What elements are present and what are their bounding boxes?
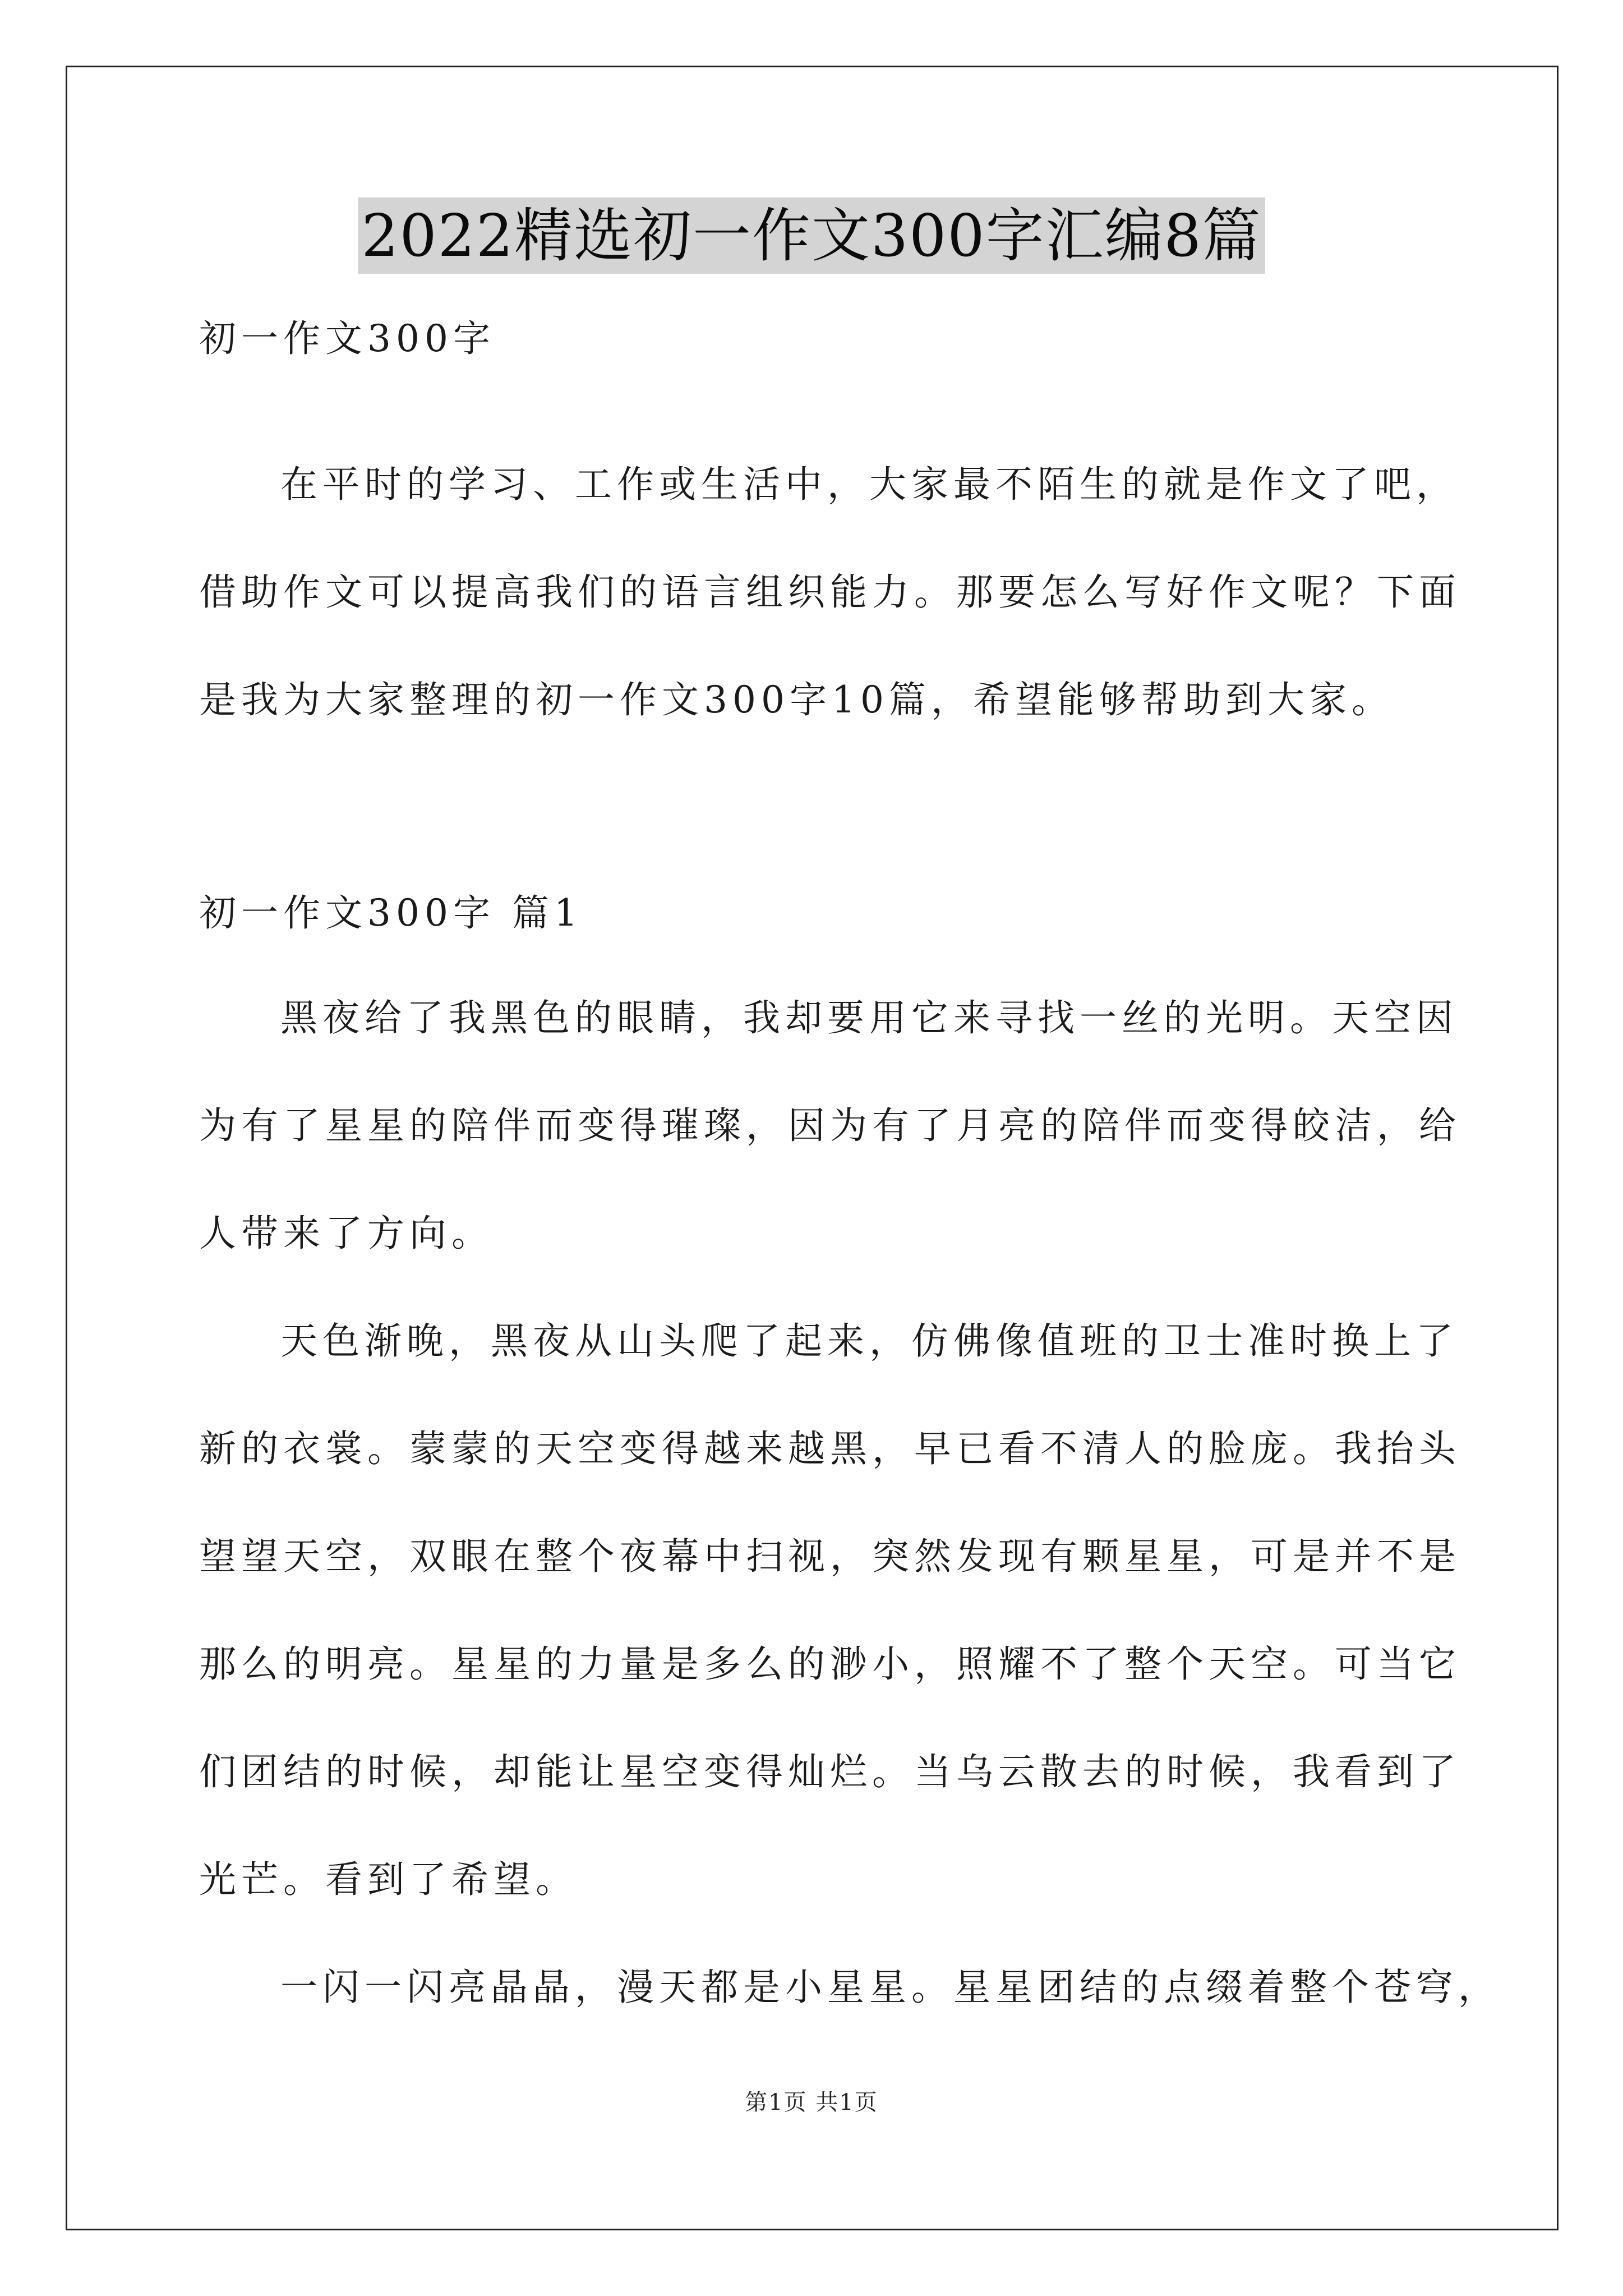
paragraph-line: 黑夜给了我黑色的眼睛，我却要用它来寻找一丝的光明。天空因: [280, 996, 1458, 1039]
paragraph-line: 人带来了方向。: [199, 1212, 494, 1255]
title-container: [0, 197, 1623, 274]
paragraph-line: 望望天空，双眼在整个夜幕中扫视，突然发现有颗星星，可是并不是: [199, 1535, 1461, 1578]
paragraph-line: 在平时的学习、工作或生活中，大家最不陌生的就是作文了吧，: [280, 463, 1458, 506]
paragraph-line: 一闪一闪亮晶晶，漫天都是小星星。星星团结的点缀着整个苍穹，: [280, 1966, 1500, 2009]
section-heading: 初一作文300字: [199, 317, 495, 360]
paragraph-line: 借助作文可以提高我们的语言组织能力。那要怎么写好作文呢？下面: [199, 570, 1461, 614]
paragraph-line: 是我为大家整理的初一作文300字10篇，希望能够帮助到大家。: [199, 678, 1394, 721]
paragraph-line: 新的衣裳。蒙蒙的天空变得越来越黑，早已看不清人的脸庞。我抬头: [199, 1427, 1461, 1470]
section-heading: 初一作文300字 篇1: [199, 891, 583, 935]
paragraph-line: 光芒。看到了希望。: [199, 1858, 578, 1901]
paragraph-line: 为有了星星的陪伴而变得璀璨，因为有了月亮的陪伴而变得皎洁，给: [199, 1104, 1461, 1147]
page-footer: 第1页 共1页: [745, 2090, 878, 2115]
paragraph-line: 们团结的时候，却能让星空变得灿烂。当乌云散去的时候，我看到了: [199, 1750, 1461, 1793]
paragraph-line: 那么的明亮。星星的力量是多么的渺小，照耀不了整个天空。可当它: [199, 1642, 1461, 1686]
document-title: 2022精选初一作文300字汇编8篇: [358, 197, 1265, 274]
paragraph-line: 天色渐晚，黑夜从山头爬了起来，仿佛像值班的卫士准时换上了: [280, 1319, 1458, 1363]
